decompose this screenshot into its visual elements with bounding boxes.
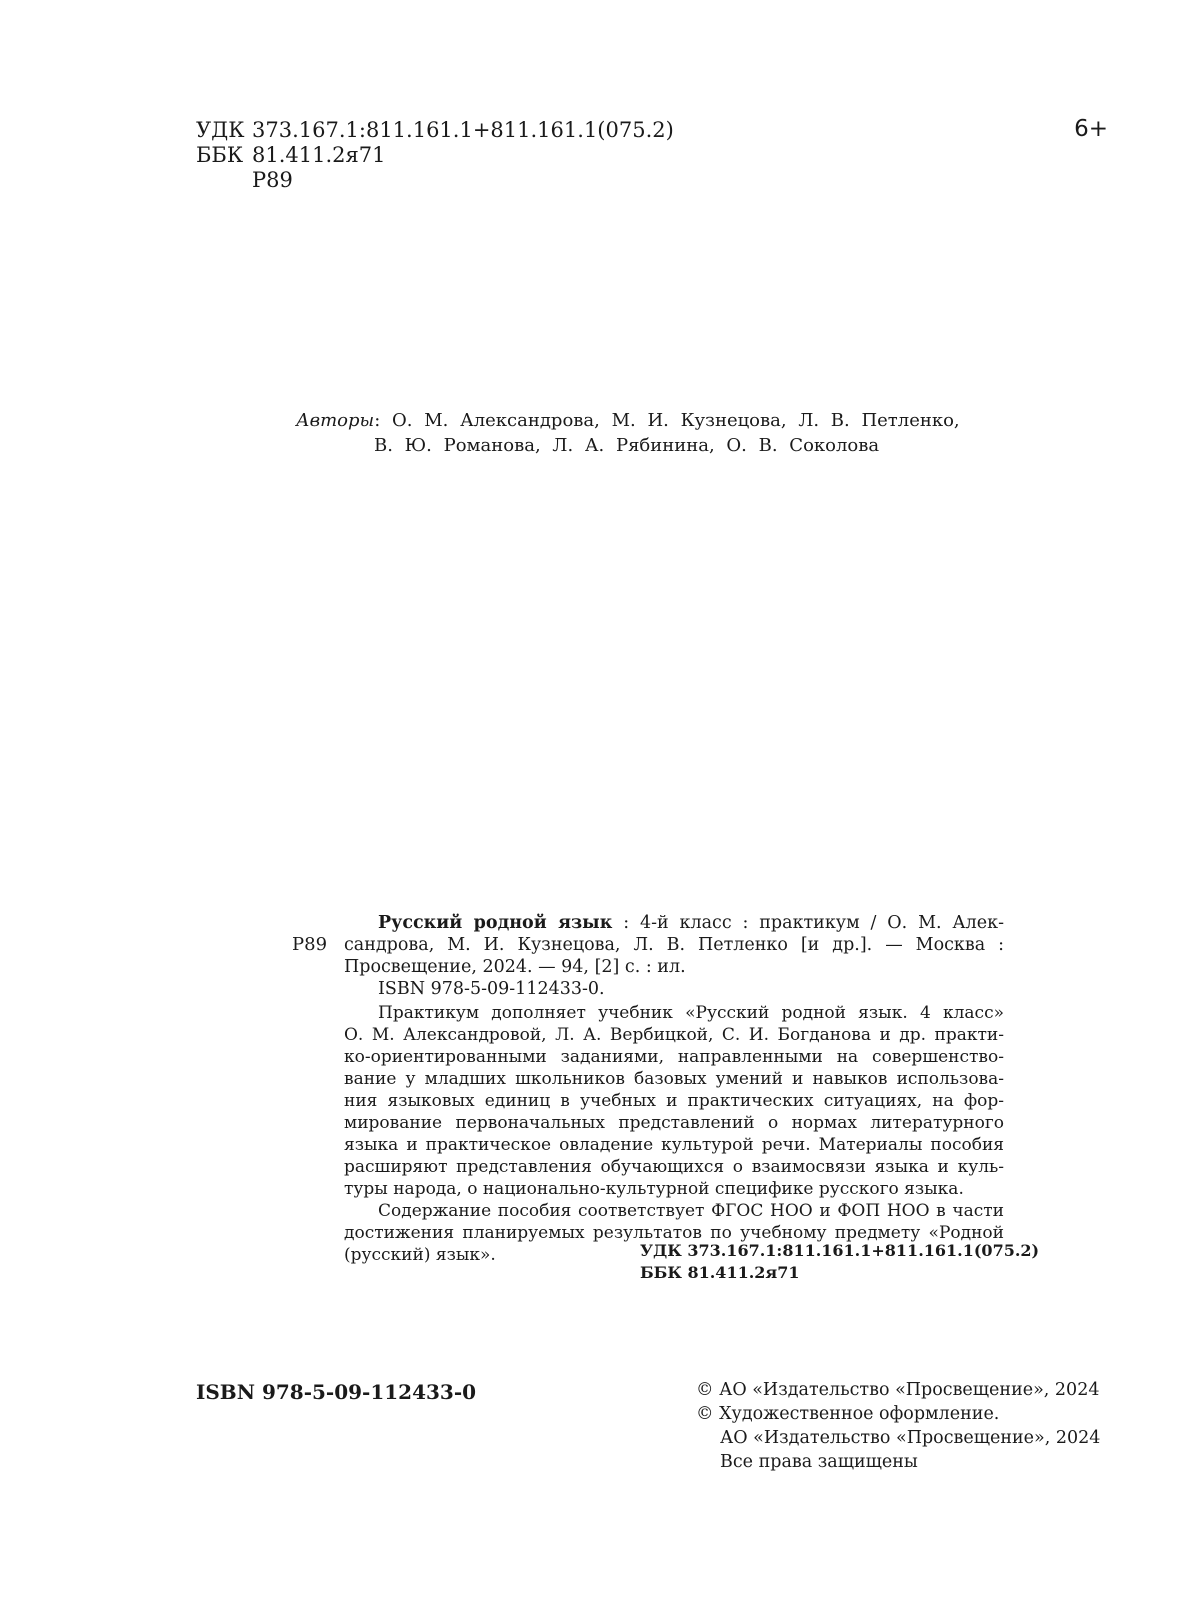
- author-sign-row: [196, 168, 674, 193]
- copyright-line: © АО «Издательство «Просвещение», 2024: [696, 1380, 1100, 1400]
- content-line: Содержание пособия соответствует ФГОС НОО и ФОП НОО в части: [378, 1201, 1004, 1221]
- author-sign: Р89: [252, 168, 293, 192]
- biblio-line-3: Просвещение, 2024. — 94, [2] с. : ил.: [344, 957, 686, 977]
- bbk-value: 81.411.2я71: [252, 143, 386, 167]
- abstract-line: Практикум дополняет учебник «Русский родной язык. 4 класс»: [378, 1003, 1004, 1023]
- authors-names-1: : О. М. Александрова, М. И. Кузнецова, Л. В. Петленко,: [374, 410, 960, 431]
- content-line: (русский) язык».: [344, 1245, 496, 1265]
- copyright-line: © Художественное оформление.: [696, 1404, 1000, 1424]
- content-line: достижения планируемых результатов по учебному предмету «Родной: [344, 1223, 1004, 1243]
- udk-signature: УДК 373.167.1:811.161.1+811.161.1(075.2): [640, 1241, 1040, 1260]
- biblio-line-1: [344, 912, 1004, 934]
- biblio-line-2: сандрова, М. И. Кузнецова, Л. В. Петленко [и др.]. — Москва :: [344, 935, 1004, 955]
- biblio-author-sign: Р89: [292, 934, 328, 955]
- abstract: [344, 1002, 1004, 1266]
- abstract-line: ния языковых единиц в учебных и практических ситуациях, на фор-: [344, 1091, 1004, 1111]
- biblio-line-1-rest: : 4-й класс : практикум / О. М. Алек-: [612, 913, 1004, 933]
- udk-value: 373.167.1:811.161.1+811.161.1(075.2): [252, 118, 674, 142]
- abstract-line: туры народа, о национально-культурной специфике русского языка.: [344, 1179, 964, 1199]
- classification-block: [196, 118, 674, 193]
- abstract-line: расширяют представления обучающихся о взаимосвязи языка и куль-: [344, 1157, 1004, 1177]
- biblio-body: [344, 912, 1004, 1266]
- bbk-label: ББК: [196, 143, 244, 167]
- copyright-block: [696, 1378, 1100, 1474]
- biblio-isbn: ISBN 978-5-09-112433-0.: [378, 979, 605, 999]
- authors-line-1: [296, 408, 986, 433]
- abstract-line: О. М. Александровой, Л. А. Вербицкой, С. И. Богданова и др. практи-: [344, 1025, 1004, 1045]
- abstract-line: языка и практическое овладение культурой речи. Материалы пособия: [344, 1135, 1004, 1155]
- signature-codes: [640, 1240, 1039, 1284]
- age-rating: 6+: [1074, 116, 1108, 142]
- book-title: Русский родной язык: [378, 913, 613, 933]
- authors-block: [296, 408, 986, 458]
- copyright-line: АО «Издательство «Просвещение», 2024: [720, 1428, 1101, 1448]
- abstract-line: мирование первоначальных представлений о нормах литературного: [344, 1113, 1004, 1133]
- abstract-line: вание у младших школьников базовых умений и навыков использова-: [344, 1069, 1004, 1089]
- abstract-line: ко-ориентированными заданиями, направленными на совершенство-: [344, 1047, 1004, 1067]
- authors-names-2: В. Ю. Романова, Л. А. Рябинина, О. В. Соколова: [374, 435, 880, 456]
- bibliographic-description: [292, 912, 1004, 1266]
- udk-label: УДК: [196, 118, 245, 142]
- authors-label: Авторы: [296, 410, 375, 431]
- bbk-signature: ББК 81.411.2я71: [640, 1263, 800, 1282]
- isbn-number: ISBN 978-5-09-112433-0: [196, 1380, 477, 1404]
- udk-row: [196, 118, 674, 143]
- bbk-row: [196, 143, 674, 168]
- rights-reserved: Все права защищены: [720, 1452, 918, 1472]
